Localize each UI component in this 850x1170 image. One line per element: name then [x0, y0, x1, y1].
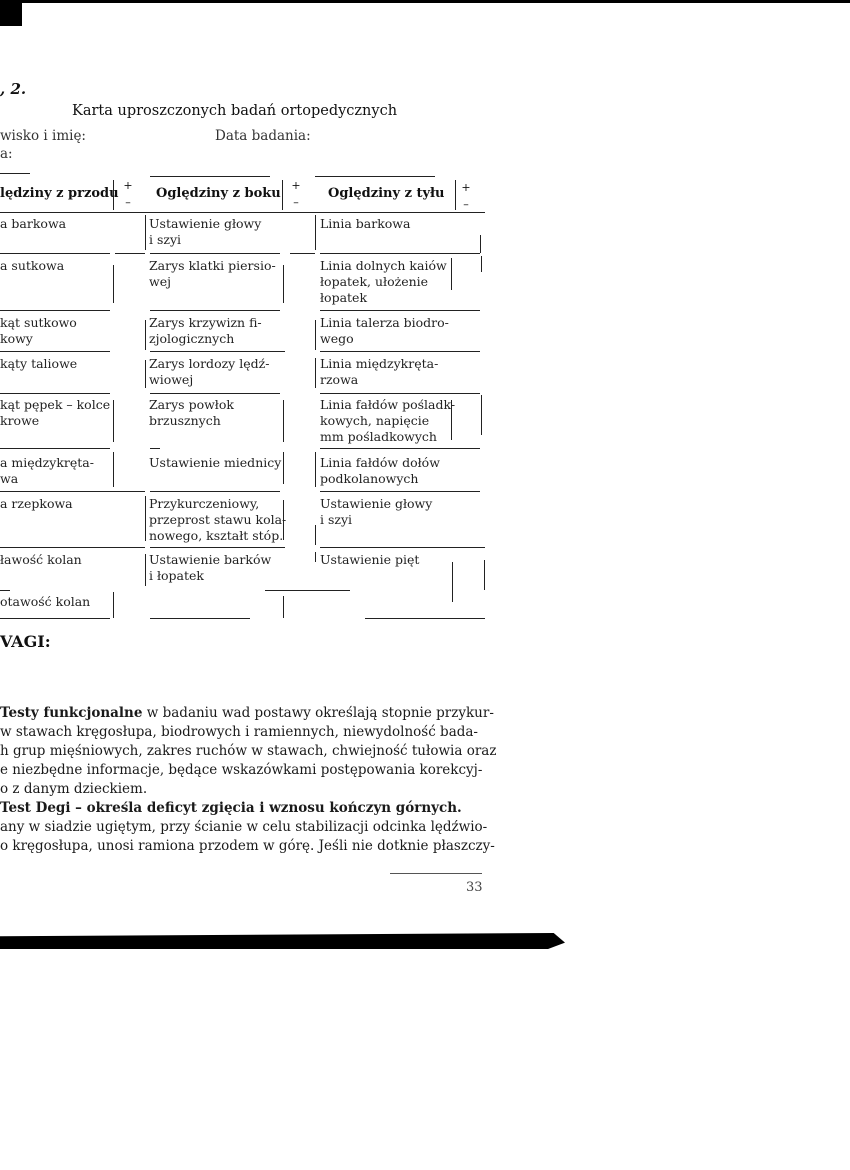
table-rule: [0, 253, 110, 254]
table-rule: [150, 393, 280, 394]
table-rule: [315, 452, 316, 487]
table-rule: [283, 400, 284, 442]
table-rule: [320, 547, 485, 548]
table-cell: [149, 496, 286, 544]
cell-line: zjologicznych: [149, 331, 235, 346]
cell-line: Zarys krzywizn fi-: [149, 315, 262, 330]
cell-line: Ustawienie głowy: [149, 216, 262, 231]
cell-line: wa: [0, 471, 19, 486]
cell-line: Linia międzykręta-: [320, 356, 439, 371]
page-number: 33: [466, 880, 483, 895]
table-rule: [455, 180, 456, 210]
table-rule: [320, 448, 480, 449]
table-rule: [0, 590, 10, 591]
table-rule: [113, 265, 114, 303]
table-rule: [320, 351, 480, 352]
table-rule: [451, 258, 452, 290]
table-rule: [484, 560, 485, 590]
table-rule: [365, 618, 485, 619]
cell-line: Ustawienie głowy: [320, 496, 433, 511]
cell-line: i szyi: [320, 512, 353, 527]
cell-line: Linia fałdów dołów: [320, 455, 440, 470]
table-cell: [149, 397, 234, 429]
table-rule: [320, 253, 480, 254]
remarks-heading: VAGI:: [0, 632, 51, 651]
bold-term: Test Degi – określa deficyt zgięcia i wznosu kończyn górnych.: [0, 800, 462, 816]
table-rule: [481, 395, 482, 435]
card-title: Karta uproszczonych badań ortopedycznych: [72, 103, 398, 119]
table-cell: [0, 397, 110, 429]
table-cell: [320, 455, 440, 487]
cell-line: Przykurczeniowy,: [149, 496, 260, 511]
line-text: o z danym dzieckiem.: [0, 781, 148, 797]
table-cell: [0, 216, 66, 232]
cell-line: Linia fałdów pośladk-: [320, 397, 456, 412]
table-rule: [320, 393, 480, 394]
table-rule: [480, 235, 481, 253]
header-back: Oględziny z tyłu: [328, 186, 445, 201]
table-rule: [113, 400, 114, 442]
table-rule: [145, 360, 146, 388]
cell-line: Linia barkowa: [320, 216, 411, 231]
cell-line: podkolanowych: [320, 471, 419, 486]
table-rule: [320, 590, 350, 591]
table-rule: [150, 310, 280, 311]
line-text: e niezbędne informacje, będące wskazówkami postępowania korekcyj-: [0, 762, 483, 778]
footer-rule: [390, 873, 482, 874]
table-rule: [315, 358, 316, 388]
header-side: Oględziny z boku: [156, 186, 281, 201]
table-cell: [0, 552, 82, 568]
cell-line: brzusznych: [149, 413, 221, 428]
table-rule: [290, 253, 315, 254]
table-rule: [150, 547, 285, 548]
table-cell: [320, 315, 449, 347]
table-rule: [0, 173, 30, 174]
date-field-label: Data badania:: [215, 128, 311, 144]
table-cell: [320, 552, 419, 568]
table-rule: [315, 552, 316, 562]
table-cell: [0, 356, 77, 372]
cell-line: kąt pępek – kolce: [0, 397, 111, 412]
line-text: w badaniu wad postawy określają stopnie przykur-: [142, 705, 494, 721]
table-cell: [320, 216, 410, 232]
table-rule: [315, 320, 316, 350]
table-cell: [320, 258, 447, 306]
paragraph-line: [0, 799, 488, 818]
table-rule: [283, 596, 284, 618]
plus-sign: +: [461, 181, 471, 194]
table-cell: [0, 258, 64, 274]
table-rule: [0, 547, 145, 548]
cell-line: a międzykręta-: [0, 455, 94, 470]
cell-line: i łopatek: [149, 568, 204, 583]
table-cell: [0, 496, 73, 512]
paragraph-line: [0, 761, 488, 780]
table-cell: [149, 455, 281, 471]
cell-line: mm pośladkowych: [320, 429, 437, 444]
table-cell: [320, 496, 432, 528]
cell-line: wego: [320, 331, 354, 346]
second-field-label: a:: [0, 146, 13, 162]
table-rule: [481, 256, 482, 272]
cell-line: a rzepkowa: [0, 496, 73, 511]
minus-sign: –: [125, 196, 131, 209]
plus-sign: +: [123, 179, 133, 192]
scan-bottom-edge: [0, 933, 565, 949]
cell-line: łopatek: [320, 290, 368, 305]
body-paragraph: [0, 704, 497, 856]
line-text: w stawach kręgosłupa, biodrowych i ramiennych, niewydolność bada-: [0, 724, 478, 740]
table-rule: [283, 265, 284, 303]
minus-sign: –: [463, 198, 469, 211]
cell-line: Linia dolnych kaiów: [320, 258, 447, 273]
table-rule: [315, 525, 316, 545]
table-rule: [145, 215, 146, 250]
table-cell: [149, 356, 269, 388]
line-text: any w siadzie ugiętym, przy ścianie w celu stabilizacji odcinka lędźwio-: [0, 819, 488, 835]
cell-line: Ustawienie pięt: [320, 552, 420, 567]
paragraph-line: [0, 780, 488, 799]
table-rule: [0, 618, 110, 619]
cell-line: a barkowa: [0, 216, 67, 231]
paragraph-line: [0, 818, 488, 837]
table-cell: [149, 216, 261, 248]
cell-line: łopatek, ułożenie: [320, 274, 429, 289]
cell-line: otawość kolan: [0, 594, 91, 609]
scan-corner-mark: [0, 0, 22, 26]
table-rule: [145, 496, 146, 541]
cell-line: Zarys powłok: [149, 397, 234, 412]
cell-line: kowych, napięcie: [320, 413, 430, 428]
header-front: lędziny z przodu: [0, 186, 119, 201]
table-rule: [0, 310, 110, 311]
table-cell: [149, 552, 271, 584]
cell-line: wiowej: [149, 372, 194, 387]
cell-line: kąty taliowe: [0, 356, 78, 371]
paragraph-line: [0, 742, 497, 761]
table-rule: [150, 448, 160, 449]
table-rule: [150, 491, 280, 492]
table-rule: [320, 310, 480, 311]
table-rule: [150, 351, 285, 352]
table-rule: [282, 180, 283, 210]
paragraph-line: [0, 723, 488, 742]
minus-sign: –: [293, 196, 299, 209]
cell-line: Ustawienie miednicy: [149, 455, 282, 470]
table-rule: [0, 212, 485, 213]
cell-line: krowe: [0, 413, 40, 428]
cell-line: wej: [149, 274, 171, 289]
cell-line: nowego, kształt stóp.: [149, 528, 284, 543]
table-cell: [0, 315, 77, 347]
table-rule: [0, 491, 145, 492]
line-text: o kręgosłupa, unosi ramiona przodem w górę. Jeśli nie dotknie płaszczy-: [0, 838, 495, 854]
bold-term: Testy funkcjonalne: [0, 705, 143, 721]
cell-line: Zarys lordozy lędź-: [149, 356, 270, 371]
table-rule: [0, 448, 110, 449]
table-rule: [315, 176, 435, 177]
cell-line: Zarys klatki piersio-: [149, 258, 276, 273]
table-rule: [0, 351, 110, 352]
line-text: h grup mięśniowych, zakres ruchów w stawach, chwiejność tułowia oraz: [0, 743, 497, 759]
table-rule: [315, 215, 316, 250]
scan-top-edge: [22, 0, 850, 3]
table-rule: [150, 253, 280, 254]
table-rule: [0, 393, 110, 394]
cell-line: rzowa: [320, 372, 359, 387]
table-cell: [149, 258, 276, 290]
table-rule: [113, 452, 114, 487]
cell-line: a sutkowa: [0, 258, 65, 273]
name-field-label: wisko i imię:: [0, 128, 86, 144]
table-rule: [145, 320, 146, 350]
table-cell: [149, 315, 262, 347]
table-cell: [320, 397, 455, 445]
section-number: , 2.: [0, 80, 27, 98]
cell-line: i szyi: [149, 232, 182, 247]
cell-line: kowy: [0, 331, 33, 346]
table-rule: [452, 562, 453, 602]
cell-line: ławość kolan: [0, 552, 82, 567]
cell-line: Linia talerza biodro-: [320, 315, 449, 330]
table-rule: [115, 253, 145, 254]
table-rule: [283, 452, 284, 484]
table-cell: [0, 594, 90, 610]
cell-line: Ustawienie barków: [149, 552, 272, 567]
table-rule: [113, 592, 114, 618]
table-rule: [145, 554, 146, 586]
cell-line: przeprost stawu kola-: [149, 512, 287, 527]
table-cell: [0, 455, 94, 487]
table-rule: [150, 618, 250, 619]
table-rule: [320, 491, 480, 492]
table-cell: [320, 356, 438, 388]
paragraph-line: [0, 704, 494, 723]
table-rule: [150, 176, 270, 177]
paragraph-line: [0, 837, 495, 856]
cell-line: kąt sutkowo: [0, 315, 77, 330]
plus-sign: +: [291, 179, 301, 192]
